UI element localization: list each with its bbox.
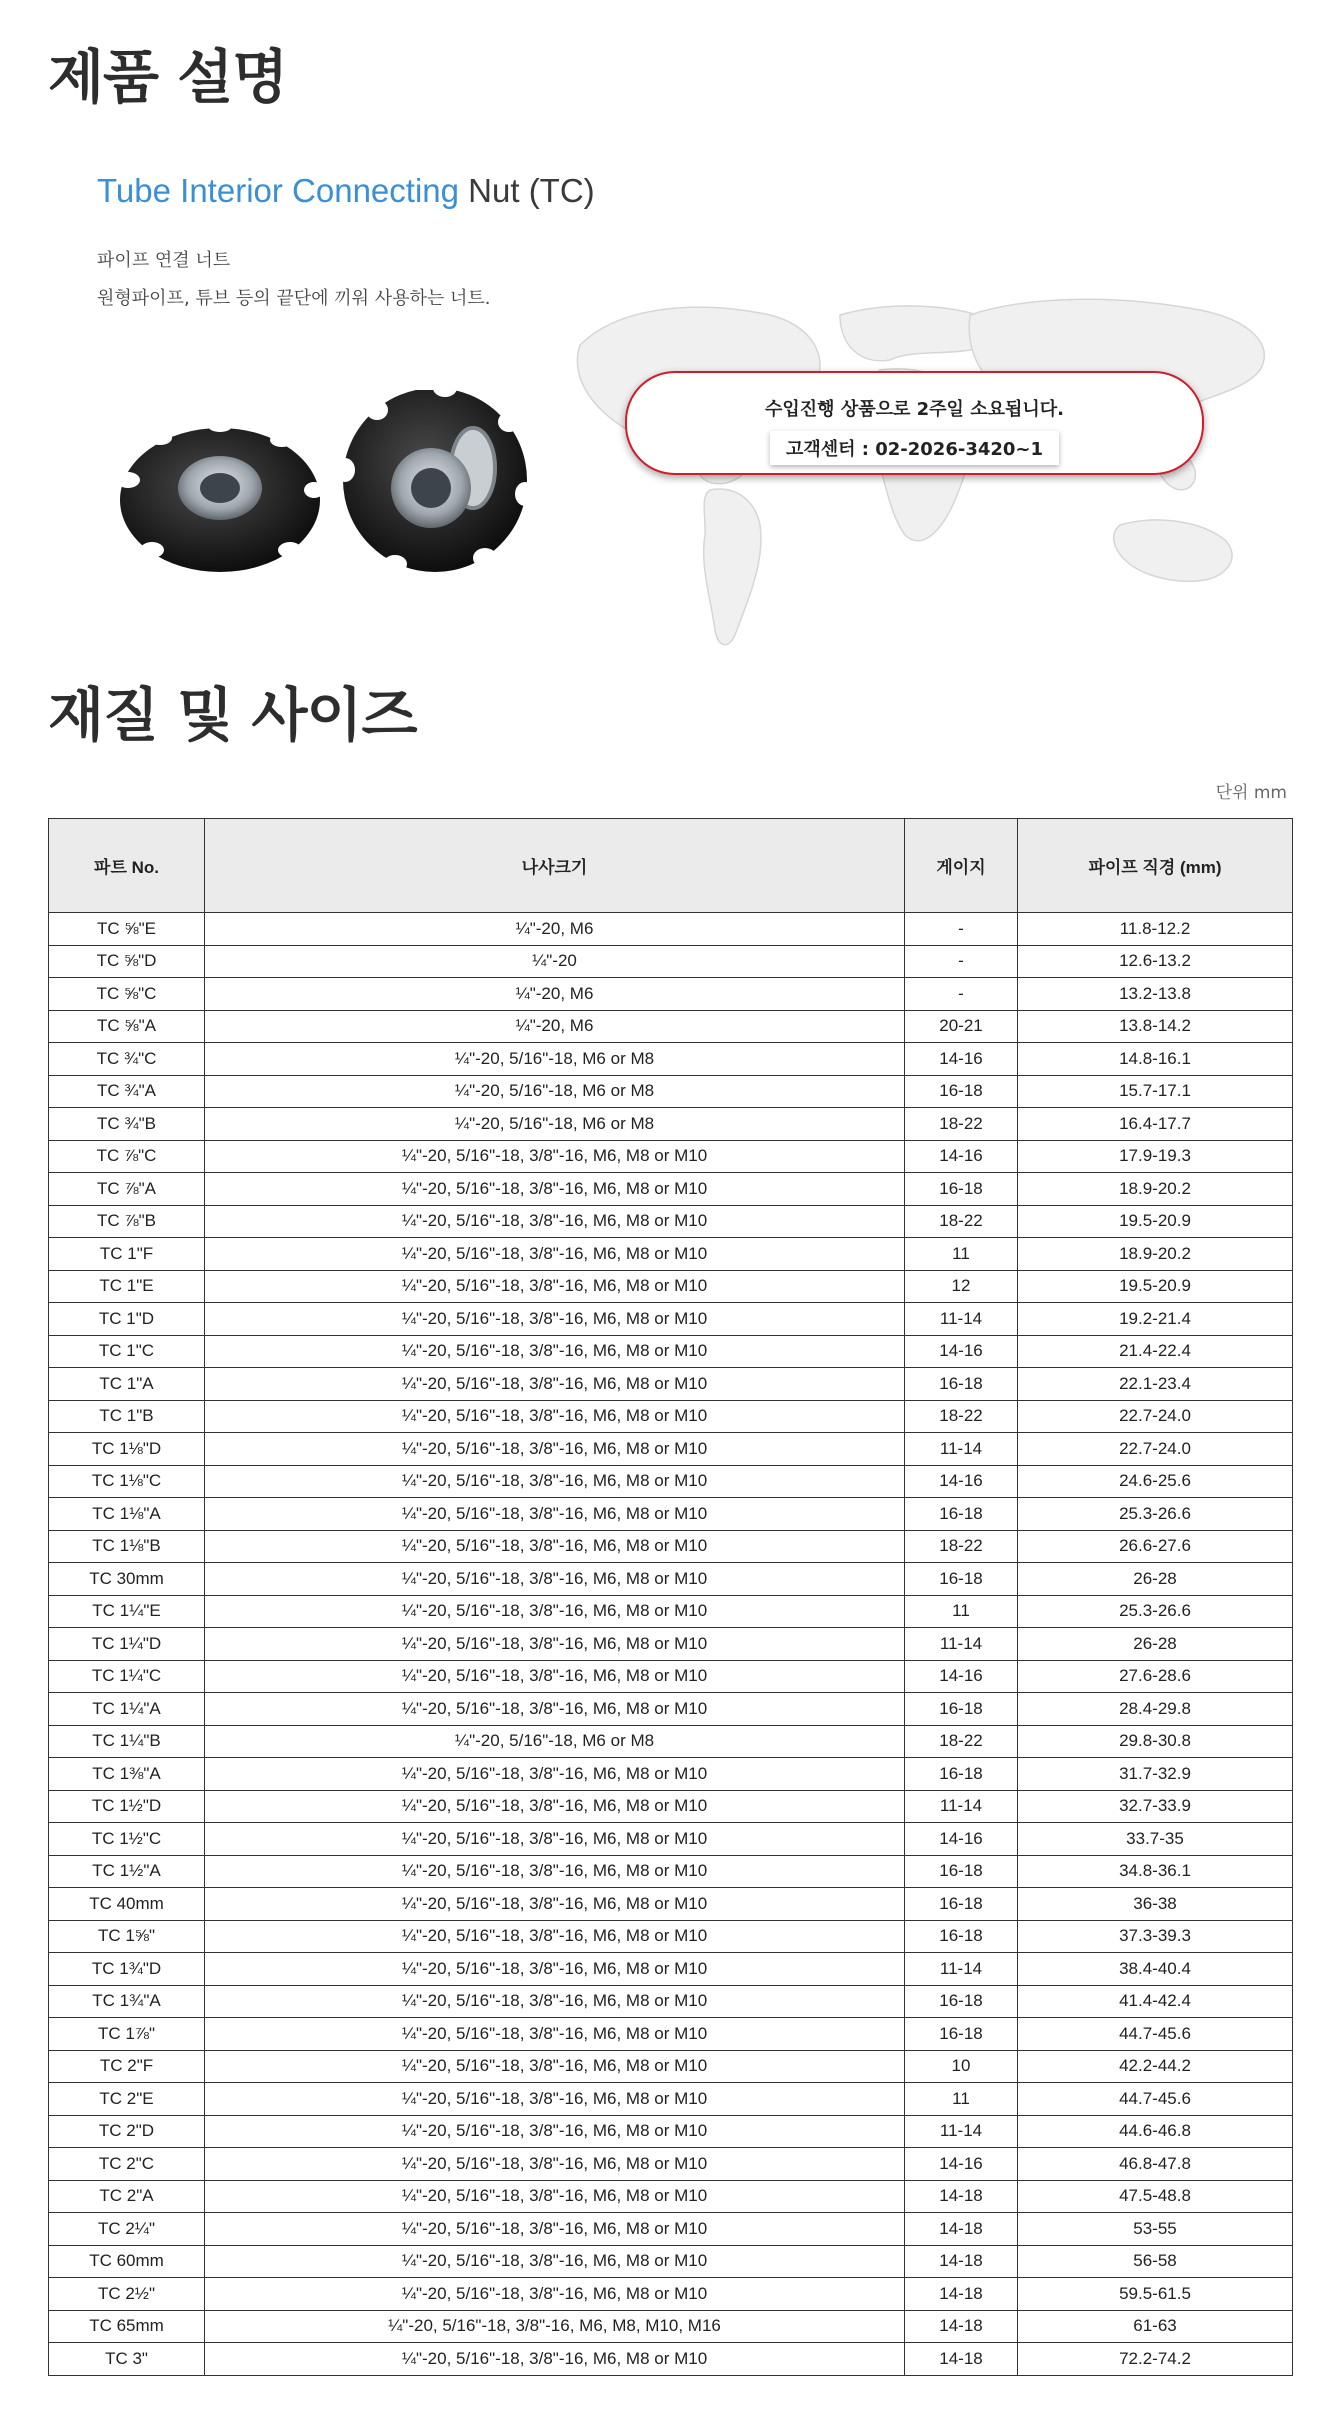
cell-part-no: TC ⅝"E: [49, 913, 205, 946]
cell-gauge: 20-21: [905, 1010, 1018, 1043]
cell-pipe-diameter: 47.5-48.8: [1018, 2180, 1293, 2213]
table-row: [49, 1498, 1293, 1531]
notice-customer-center: 고객센터 : 02-2026-3420~1: [770, 431, 1059, 465]
cell-pipe-diameter: 59.5-61.5: [1018, 2278, 1293, 2311]
cell-pipe-diameter: 13.8-14.2: [1018, 1010, 1293, 1043]
cell-pipe-diameter: 32.7-33.9: [1018, 1790, 1293, 1823]
table-row: [49, 1108, 1293, 1141]
cell-part-no: TC 2½": [49, 2278, 205, 2311]
cell-gauge: 16-18: [905, 1758, 1018, 1791]
cell-gauge: 18-22: [905, 1108, 1018, 1141]
table-row: [49, 1953, 1293, 1986]
cell-part-no: TC 2"D: [49, 2115, 205, 2148]
table-row: [49, 1595, 1293, 1628]
cell-part-no: TC ⅝"D: [49, 945, 205, 978]
table-row: [49, 2343, 1293, 2376]
cell-thread-size: ¼"-20, M6: [205, 913, 905, 946]
unit-label: 단위 mm: [1215, 783, 1287, 803]
cell-pipe-diameter: 19.2-21.4: [1018, 1303, 1293, 1336]
cell-thread-size: ¼"-20, 5/16"-18, 3/8"-16, M6, M8 or M10: [205, 1790, 905, 1823]
cell-thread-size: ¼"-20, 5/16"-18, 3/8"-16, M6, M8 or M10: [205, 2180, 905, 2213]
product-photo-tc-nuts: [115, 390, 545, 590]
cell-part-no: TC 1⅞": [49, 2018, 205, 2051]
cell-thread-size: ¼"-20, 5/16"-18, 3/8"-16, M6, M8 or M10: [205, 1823, 905, 1856]
cell-gauge: -: [905, 945, 1018, 978]
cell-thread-size: ¼"-20, 5/16"-18, 3/8"-16, M6, M8 or M10: [205, 1563, 905, 1596]
cell-part-no: TC 1⅝": [49, 1920, 205, 1953]
cell-gauge: 14-16: [905, 1823, 1018, 1856]
cell-gauge: 12: [905, 1270, 1018, 1303]
cell-pipe-diameter: 25.3-26.6: [1018, 1498, 1293, 1531]
cell-pipe-diameter: 22.7-24.0: [1018, 1433, 1293, 1466]
cell-gauge: 16-18: [905, 1888, 1018, 1921]
cell-pipe-diameter: 29.8-30.8: [1018, 1725, 1293, 1758]
cell-part-no: TC 40mm: [49, 1888, 205, 1921]
import-notice-banner: [625, 371, 1204, 475]
cell-gauge: 14-18: [905, 2213, 1018, 2246]
table-row: [49, 978, 1293, 1011]
cell-gauge: 11-14: [905, 1953, 1018, 1986]
table-row: [49, 1433, 1293, 1466]
cell-thread-size: ¼"-20, 5/16"-18, 3/8"-16, M6, M8 or M10: [205, 1985, 905, 2018]
cell-thread-size: ¼"-20, 5/16"-18, 3/8"-16, M6, M8 or M10: [205, 1660, 905, 1693]
cell-thread-size: ¼"-20, 5/16"-18, 3/8"-16, M6, M8 or M10: [205, 1530, 905, 1563]
cell-pipe-diameter: 24.6-25.6: [1018, 1465, 1293, 1498]
cell-pipe-diameter: 16.4-17.7: [1018, 1108, 1293, 1141]
cell-part-no: TC 1¼"C: [49, 1660, 205, 1693]
table-row: [49, 1075, 1293, 1108]
cell-thread-size: ¼"-20, 5/16"-18, 3/8"-16, M6, M8 or M10: [205, 1205, 905, 1238]
cell-pipe-diameter: 46.8-47.8: [1018, 2148, 1293, 2181]
table-row: [49, 1660, 1293, 1693]
tagline-rest: Nut (TC): [459, 172, 595, 209]
cell-part-no: TC 1"A: [49, 1368, 205, 1401]
cell-pipe-diameter: 28.4-29.8: [1018, 1693, 1293, 1726]
cell-part-no: TC ⅞"A: [49, 1173, 205, 1206]
cell-pipe-diameter: 38.4-40.4: [1018, 1953, 1293, 1986]
cell-part-no: TC 1"E: [49, 1270, 205, 1303]
cell-part-no: TC 2"F: [49, 2050, 205, 2083]
cell-gauge: 16-18: [905, 2018, 1018, 2051]
cell-gauge: 14-16: [905, 1140, 1018, 1173]
cell-pipe-diameter: 56-58: [1018, 2245, 1293, 2278]
cell-thread-size: ¼"-20, 5/16"-18, M6 or M8: [205, 1108, 905, 1141]
table-row: [49, 1758, 1293, 1791]
cell-part-no: TC 3": [49, 2343, 205, 2376]
table-row: [49, 1888, 1293, 1921]
cell-part-no: TC 1⅜"A: [49, 1758, 205, 1791]
cell-pipe-diameter: 13.2-13.8: [1018, 978, 1293, 1011]
cell-part-no: TC 2"E: [49, 2083, 205, 2116]
cell-part-no: TC 1¼"A: [49, 1693, 205, 1726]
table-row: [49, 1270, 1293, 1303]
cell-thread-size: ¼"-20, 5/16"-18, 3/8"-16, M6, M8 or M10: [205, 2083, 905, 2116]
table-header-row: [49, 819, 1293, 913]
cell-gauge: -: [905, 913, 1018, 946]
section-title-product-description: 제품 설명: [48, 43, 288, 111]
cell-gauge: 14-18: [905, 2245, 1018, 2278]
cell-gauge: 16-18: [905, 1855, 1018, 1888]
cell-part-no: TC 1¾"D: [49, 1953, 205, 1986]
cell-part-no: TC 1⅛"B: [49, 1530, 205, 1563]
table-row: [49, 2018, 1293, 2051]
table-row: [49, 913, 1293, 946]
cell-part-no: TC 1⅛"D: [49, 1433, 205, 1466]
table-row: [49, 1693, 1293, 1726]
cell-gauge: 16-18: [905, 1498, 1018, 1531]
cell-thread-size: ¼"-20, 5/16"-18, 3/8"-16, M6, M8 or M10: [205, 1498, 905, 1531]
cell-thread-size: ¼"-20, M6: [205, 978, 905, 1011]
cell-thread-size: ¼"-20, 5/16"-18, 3/8"-16, M6, M8, M10, M16: [205, 2310, 905, 2343]
header-gauge: 게이지: [905, 819, 1018, 913]
cell-part-no: TC ¾"C: [49, 1043, 205, 1076]
cell-part-no: TC 1⅛"C: [49, 1465, 205, 1498]
table-row: [49, 1628, 1293, 1661]
table-row: [49, 1010, 1293, 1043]
cell-thread-size: ¼"-20, 5/16"-18, 3/8"-16, M6, M8 or M10: [205, 2050, 905, 2083]
cell-gauge: 11: [905, 1595, 1018, 1628]
cell-gauge: 14-16: [905, 1660, 1018, 1693]
cell-gauge: 14-18: [905, 2278, 1018, 2311]
cell-thread-size: ¼"-20, M6: [205, 1010, 905, 1043]
cell-gauge: -: [905, 978, 1018, 1011]
table-row: [49, 1855, 1293, 1888]
world-map-background: [560, 275, 1290, 675]
cell-gauge: 11-14: [905, 1433, 1018, 1466]
cell-gauge: 11-14: [905, 1628, 1018, 1661]
cell-part-no: TC 1"B: [49, 1400, 205, 1433]
cell-part-no: TC 1"C: [49, 1335, 205, 1368]
table-row: [49, 1400, 1293, 1433]
cell-pipe-diameter: 37.3-39.3: [1018, 1920, 1293, 1953]
cell-pipe-diameter: 26-28: [1018, 1628, 1293, 1661]
table-row: [49, 2310, 1293, 2343]
cell-gauge: 16-18: [905, 1173, 1018, 1206]
cell-pipe-diameter: 26.6-27.6: [1018, 1530, 1293, 1563]
table-row: [49, 1920, 1293, 1953]
cell-thread-size: ¼"-20, 5/16"-18, 3/8"-16, M6, M8 or M10: [205, 1920, 905, 1953]
cell-part-no: TC 1¼"D: [49, 1628, 205, 1661]
cell-pipe-diameter: 21.4-22.4: [1018, 1335, 1293, 1368]
cell-gauge: 11-14: [905, 1790, 1018, 1823]
cell-thread-size: ¼"-20: [205, 945, 905, 978]
cell-part-no: TC 2"A: [49, 2180, 205, 2213]
header-part-no: 파트 No.: [49, 819, 205, 913]
table-row: [49, 1368, 1293, 1401]
cell-part-no: TC 1¼"B: [49, 1725, 205, 1758]
cell-thread-size: ¼"-20, 5/16"-18, 3/8"-16, M6, M8 or M10: [205, 2115, 905, 2148]
table-row: [49, 1335, 1293, 1368]
cell-pipe-diameter: 27.6-28.6: [1018, 1660, 1293, 1693]
cell-thread-size: ¼"-20, 5/16"-18, 3/8"-16, M6, M8 or M10: [205, 1595, 905, 1628]
cell-thread-size: ¼"-20, 5/16"-18, 3/8"-16, M6, M8 or M10: [205, 1335, 905, 1368]
cell-gauge: 11-14: [905, 1303, 1018, 1336]
cell-thread-size: ¼"-20, 5/16"-18, 3/8"-16, M6, M8 or M10: [205, 1758, 905, 1791]
table-row: [49, 1238, 1293, 1271]
cell-thread-size: ¼"-20, 5/16"-18, 3/8"-16, M6, M8 or M10: [205, 1953, 905, 1986]
cell-pipe-diameter: 31.7-32.9: [1018, 1758, 1293, 1791]
table-row: [49, 2278, 1293, 2311]
cell-pipe-diameter: 61-63: [1018, 2310, 1293, 2343]
table-row: [49, 2050, 1293, 2083]
table-row: [49, 2148, 1293, 2181]
table-row: [49, 1530, 1293, 1563]
table-row: [49, 1725, 1293, 1758]
cell-gauge: 18-22: [905, 1400, 1018, 1433]
cell-part-no: TC 1"D: [49, 1303, 205, 1336]
cell-gauge: 14-16: [905, 1043, 1018, 1076]
cell-thread-size: ¼"-20, 5/16"-18, 3/8"-16, M6, M8 or M10: [205, 1173, 905, 1206]
cell-thread-size: ¼"-20, 5/16"-18, M6 or M8: [205, 1075, 905, 1108]
cell-gauge: 14-18: [905, 2310, 1018, 2343]
cell-gauge: 14-16: [905, 2148, 1018, 2181]
cell-gauge: 16-18: [905, 1920, 1018, 1953]
cell-gauge: 11: [905, 2083, 1018, 2116]
size-spec-table: [48, 818, 1293, 2376]
header-thread-size: 나사크기: [205, 819, 905, 913]
cell-part-no: TC 30mm: [49, 1563, 205, 1596]
cell-pipe-diameter: 11.8-12.2: [1018, 913, 1293, 946]
cell-thread-size: ¼"-20, 5/16"-18, 3/8"-16, M6, M8 or M10: [205, 1465, 905, 1498]
cell-part-no: TC ⅝"C: [49, 978, 205, 1011]
cell-thread-size: ¼"-20, 5/16"-18, 3/8"-16, M6, M8 or M10: [205, 1303, 905, 1336]
cell-thread-size: ¼"-20, 5/16"-18, 3/8"-16, M6, M8 or M10: [205, 2343, 905, 2376]
cell-part-no: TC 2"C: [49, 2148, 205, 2181]
cell-gauge: 16-18: [905, 1075, 1018, 1108]
cell-pipe-diameter: 36-38: [1018, 1888, 1293, 1921]
cell-thread-size: ¼"-20, 5/16"-18, 3/8"-16, M6, M8 or M10: [205, 2148, 905, 2181]
cell-part-no: TC ¾"A: [49, 1075, 205, 1108]
cell-pipe-diameter: 34.8-36.1: [1018, 1855, 1293, 1888]
table-row: [49, 1563, 1293, 1596]
cell-pipe-diameter: 18.9-20.2: [1018, 1238, 1293, 1271]
notice-lead-time: 수입진행 상품으로 2주일 소요됩니다.: [765, 399, 1064, 420]
cell-gauge: 18-22: [905, 1205, 1018, 1238]
cell-part-no: TC ⅞"C: [49, 1140, 205, 1173]
cell-pipe-diameter: 22.7-24.0: [1018, 1400, 1293, 1433]
cell-thread-size: ¼"-20, 5/16"-18, 3/8"-16, M6, M8 or M10: [205, 1855, 905, 1888]
cell-gauge: 18-22: [905, 1725, 1018, 1758]
cell-pipe-diameter: 72.2-74.2: [1018, 2343, 1293, 2376]
cell-pipe-diameter: 17.9-19.3: [1018, 1140, 1293, 1173]
cell-part-no: TC 1⅛"A: [49, 1498, 205, 1531]
cell-part-no: TC ⅞"B: [49, 1205, 205, 1238]
table-row: [49, 1205, 1293, 1238]
cell-gauge: 14-16: [905, 1335, 1018, 1368]
cell-part-no: TC ¾"B: [49, 1108, 205, 1141]
cell-thread-size: ¼"-20, 5/16"-18, M6 or M8: [205, 1043, 905, 1076]
table-row: [49, 2180, 1293, 2213]
cell-part-no: TC ⅝"A: [49, 1010, 205, 1043]
cell-pipe-diameter: 19.5-20.9: [1018, 1205, 1293, 1238]
cell-thread-size: ¼"-20, 5/16"-18, 3/8"-16, M6, M8 or M10: [205, 2213, 905, 2246]
table-row: [49, 1985, 1293, 2018]
cell-pipe-diameter: 42.2-44.2: [1018, 2050, 1293, 2083]
table-row: [49, 945, 1293, 978]
cell-pipe-diameter: 26-28: [1018, 1563, 1293, 1596]
cell-pipe-diameter: 53-55: [1018, 2213, 1293, 2246]
cell-thread-size: ¼"-20, 5/16"-18, 3/8"-16, M6, M8 or M10: [205, 2245, 905, 2278]
cell-pipe-diameter: 25.3-26.6: [1018, 1595, 1293, 1628]
product-description-line-1: 파이프 연결 너트: [97, 250, 231, 271]
cell-pipe-diameter: 44.7-45.6: [1018, 2083, 1293, 2116]
cell-part-no: TC 1¾"A: [49, 1985, 205, 2018]
cell-thread-size: ¼"-20, 5/16"-18, 3/8"-16, M6, M8 or M10: [205, 1270, 905, 1303]
table-row: [49, 2083, 1293, 2116]
cell-pipe-diameter: 15.7-17.1: [1018, 1075, 1293, 1108]
cell-gauge: 18-22: [905, 1530, 1018, 1563]
cell-pipe-diameter: 41.4-42.4: [1018, 1985, 1293, 2018]
cell-thread-size: ¼"-20, 5/16"-18, 3/8"-16, M6, M8 or M10: [205, 1433, 905, 1466]
cell-part-no: TC 1¼"E: [49, 1595, 205, 1628]
cell-thread-size: ¼"-20, 5/16"-18, 3/8"-16, M6, M8 or M10: [205, 1400, 905, 1433]
cell-thread-size: ¼"-20, 5/16"-18, 3/8"-16, M6, M8 or M10: [205, 2018, 905, 2051]
cell-part-no: TC 2¼": [49, 2213, 205, 2246]
cell-thread-size: ¼"-20, 5/16"-18, 3/8"-16, M6, M8 or M10: [205, 1368, 905, 1401]
table-row: [49, 2213, 1293, 2246]
table-row: [49, 1465, 1293, 1498]
cell-gauge: 14-18: [905, 2180, 1018, 2213]
table-row: [49, 1140, 1293, 1173]
header-pipe-diameter: 파이프 직경 (mm): [1018, 819, 1293, 913]
cell-thread-size: ¼"-20, 5/16"-18, 3/8"-16, M6, M8 or M10: [205, 1888, 905, 1921]
cell-pipe-diameter: 44.6-46.8: [1018, 2115, 1293, 2148]
cell-gauge: 14-18: [905, 2343, 1018, 2376]
section-title-material-size: 재질 및 사이즈: [48, 681, 417, 749]
cell-pipe-diameter: 44.7-45.6: [1018, 2018, 1293, 2051]
cell-thread-size: ¼"-20, 5/16"-18, M6 or M8: [205, 1725, 905, 1758]
cell-pipe-diameter: 22.1-23.4: [1018, 1368, 1293, 1401]
cell-thread-size: ¼"-20, 5/16"-18, 3/8"-16, M6, M8 or M10: [205, 1628, 905, 1661]
cell-pipe-diameter: 19.5-20.9: [1018, 1270, 1293, 1303]
cell-thread-size: ¼"-20, 5/16"-18, 3/8"-16, M6, M8 or M10: [205, 1140, 905, 1173]
table-row: [49, 1173, 1293, 1206]
cell-thread-size: ¼"-20, 5/16"-18, 3/8"-16, M6, M8 or M10: [205, 1238, 905, 1271]
cell-pipe-diameter: 14.8-16.1: [1018, 1043, 1293, 1076]
cell-gauge: 16-18: [905, 1563, 1018, 1596]
table-row: [49, 2115, 1293, 2148]
cell-gauge: 11-14: [905, 2115, 1018, 2148]
table-row: [49, 1823, 1293, 1856]
cell-gauge: 11: [905, 1238, 1018, 1271]
cell-pipe-diameter: 12.6-13.2: [1018, 945, 1293, 978]
cell-gauge: 10: [905, 2050, 1018, 2083]
table-row: [49, 1303, 1293, 1336]
cell-thread-size: ¼"-20, 5/16"-18, 3/8"-16, M6, M8 or M10: [205, 2278, 905, 2311]
table-row: [49, 2245, 1293, 2278]
cell-gauge: 16-18: [905, 1985, 1018, 2018]
cell-part-no: TC 1½"A: [49, 1855, 205, 1888]
cell-part-no: TC 1½"C: [49, 1823, 205, 1856]
cell-part-no: TC 1"F: [49, 1238, 205, 1271]
cell-pipe-diameter: 18.9-20.2: [1018, 1173, 1293, 1206]
tagline-highlight: Tube Interior Connecting: [97, 172, 459, 209]
cell-part-no: TC 60mm: [49, 2245, 205, 2278]
cell-gauge: 16-18: [905, 1693, 1018, 1726]
product-description-line-2: 원형파이프, 튜브 등의 끝단에 끼워 사용하는 너트.: [97, 288, 491, 309]
cell-part-no: TC 1½"D: [49, 1790, 205, 1823]
table-row: [49, 1043, 1293, 1076]
cell-thread-size: ¼"-20, 5/16"-18, 3/8"-16, M6, M8 or M10: [205, 1693, 905, 1726]
cell-gauge: 16-18: [905, 1368, 1018, 1401]
table-body: [49, 913, 1293, 2376]
product-tagline: [97, 172, 595, 210]
table-row: [49, 1790, 1293, 1823]
cell-part-no: TC 65mm: [49, 2310, 205, 2343]
cell-pipe-diameter: 33.7-35: [1018, 1823, 1293, 1856]
cell-gauge: 14-16: [905, 1465, 1018, 1498]
